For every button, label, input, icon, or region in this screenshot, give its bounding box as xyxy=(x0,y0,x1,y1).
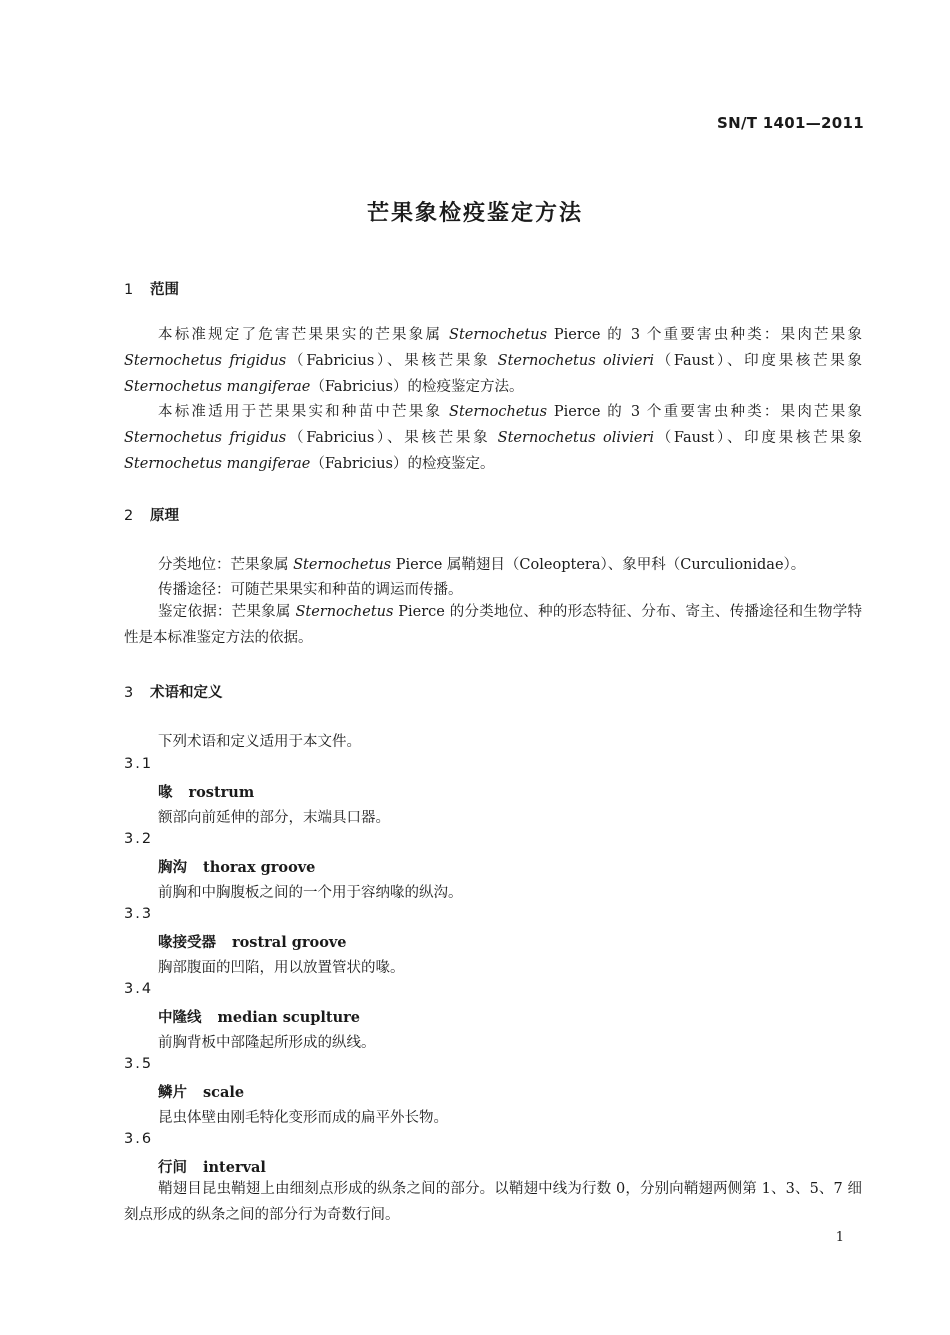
standard-code: SN/T 1401—2011 xyxy=(717,114,864,132)
section-3-number: 3 xyxy=(124,685,134,701)
term-definition: 昆虫体壁由刚毛特化变形而成的扁平外长物。 xyxy=(158,1110,448,1126)
section-2-number: 2 xyxy=(124,508,134,524)
term-zh: 喙 xyxy=(158,785,173,801)
clause-number: 3.2 xyxy=(124,831,154,847)
section-3-title: 术语和定义 xyxy=(150,685,223,701)
term-entry xyxy=(158,1156,266,1177)
term-zh: 喙接受器 xyxy=(158,935,216,951)
clause-number: 3.1 xyxy=(124,756,154,772)
section-3-heading xyxy=(124,681,223,702)
term-en: median scuplture xyxy=(217,1009,360,1026)
section-2-title: 原理 xyxy=(150,508,179,524)
term-definition: 前胸和中胸腹板之间的一个用于容纳喙的纵沟。 xyxy=(158,885,463,901)
term-entry xyxy=(158,781,254,802)
term-zh: 鳞片 xyxy=(158,1085,187,1101)
term-entry xyxy=(158,856,315,877)
term-entry xyxy=(158,1006,360,1027)
terms-intro: 下列术语和定义适用于本文件。 xyxy=(158,734,361,750)
scope-paragraph-2: 本标准适用于芒果果实和种苗中芒果象 Sternochetus Pierce 的 3 个重要害虫种类：果肉芒果象 Sternochetus frigidus（Fabricius）、果核芒果象 Sternochetus olivieri（Faust）、印度果核芒果象 Sternochetus mangiferae（Fabricius）的检疫鉴定。 xyxy=(124,404,863,472)
term-entry xyxy=(158,1081,244,1102)
term-zh: 中隆线 xyxy=(158,1010,202,1026)
term-definition: 额部向前延伸的部分，末端具口器。 xyxy=(158,810,390,826)
clause-number: 3.3 xyxy=(124,906,154,922)
clause-number: 3.5 xyxy=(124,1056,154,1072)
page-number: 1 xyxy=(835,1230,844,1245)
principle-basis: 鉴定依据：芒果象属 Sternochetus Pierce 的分类地位、种的形态特征、分布、寄主、传播途径和生物学特性是本标准鉴定方法的依据。 xyxy=(124,604,863,646)
term-en: thorax groove xyxy=(203,859,316,876)
term-en: interval xyxy=(203,1159,266,1176)
clause-number: 3.4 xyxy=(124,981,154,997)
principle-classification: 分类地位：芒果象属 Sternochetus Pierce 属鞘翅目（Coleoptera）、象甲科（Curculionidae）。 xyxy=(158,557,806,573)
term-en: rostrum xyxy=(188,784,255,801)
term-entry xyxy=(158,931,347,952)
principle-spread: 传播途径：可随芒果果实和种苗的调运而传播。 xyxy=(158,582,463,598)
term-definition: 胸部腹面的凹陷，用以放置管状的喙。 xyxy=(158,960,405,976)
clause-number: 3.6 xyxy=(124,1131,154,1147)
section-1-heading xyxy=(124,278,179,299)
term-en: rostral groove xyxy=(232,934,347,951)
term-definition: 鞘翅目昆虫鞘翅上由细刻点形成的纵条之间的部分。以鞘翅中线为行数 0，分别向鞘翅两侧第 1、3、5、7 细刻点形成的纵条之间的部分行为奇数行间。 xyxy=(124,1181,862,1223)
term-definition: 前胸背板中部隆起所形成的纵线。 xyxy=(158,1035,376,1051)
term-zh: 胸沟 xyxy=(158,860,187,876)
term-en: scale xyxy=(203,1084,245,1101)
document-title: 芒果象检疫鉴定方法 xyxy=(366,201,583,226)
section-1-title: 范围 xyxy=(150,282,179,298)
term-zh: 行间 xyxy=(158,1160,187,1176)
section-1-number: 1 xyxy=(124,282,134,298)
section-2-heading xyxy=(124,504,179,525)
scope-paragraph-1: 本标准规定了危害芒果果实的芒果象属 Sternochetus Pierce 的 3 个重要害虫种类：果肉芒果象 Sternochetus frigidus（Fabricius）、果核芒果象 Sternochetus olivieri（Faust）、印度果核芒果象 Sternochetus mangiferae（Fabricius）的检疫鉴定方法。 xyxy=(124,327,863,395)
